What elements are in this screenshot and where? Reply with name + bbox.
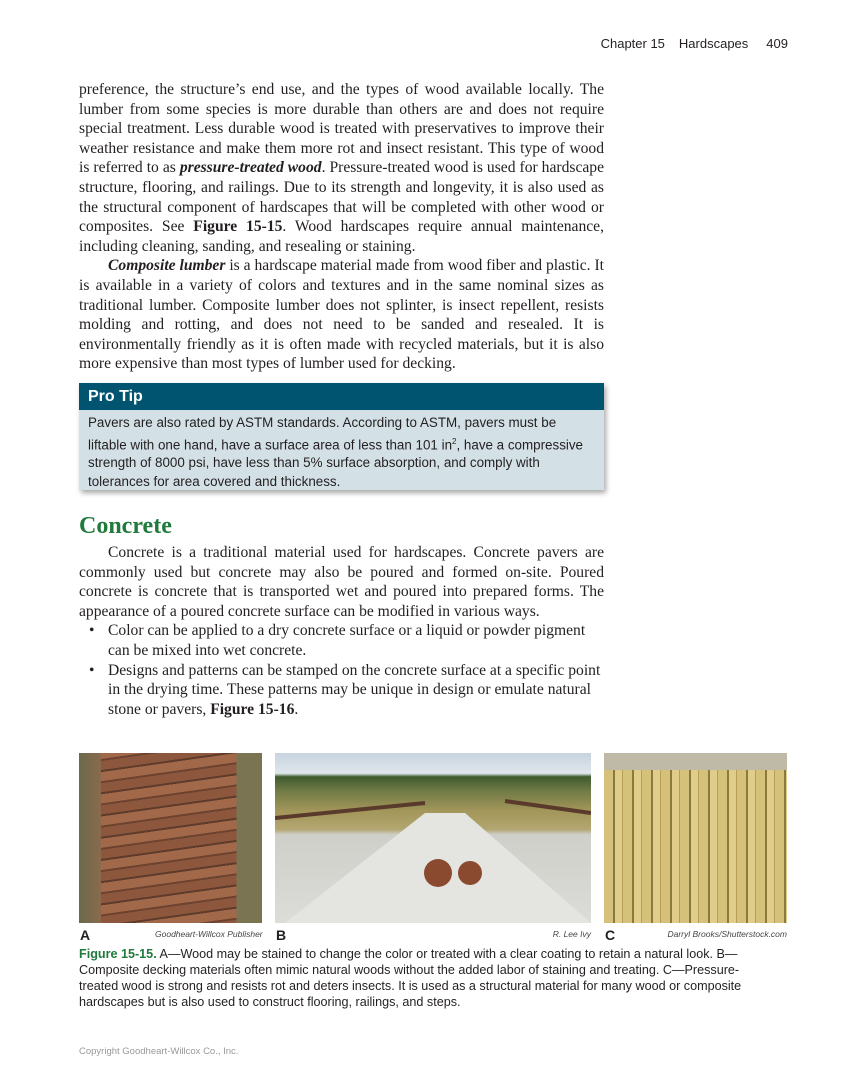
text: . xyxy=(294,700,299,718)
figure-label-c: C xyxy=(605,927,616,943)
figure-caption xyxy=(79,946,769,1010)
section-heading: Concrete xyxy=(79,513,172,539)
caption-label: Figure 15-15. xyxy=(79,947,157,961)
paragraph xyxy=(79,256,604,374)
term: pressure-treated wood xyxy=(179,159,322,177)
photo-wood-deck xyxy=(79,753,262,923)
text: is a hardscape material made from wood fiber and plastic. It is available in a variety of colors and textures and in the same nominal sizes as traditional lumber. Composite lumber does not splinter, is insect repellent, resists molding and rotting, and does not need to be sanded and resealed. It is environmentally friendly as it is often made with recycled materials, but it is also more expensive than most types of lumber used for decking. xyxy=(79,257,604,373)
chapter-title: Hardscapes xyxy=(678,36,749,51)
paragraph: Concrete is a traditional material used for hardscapes. Concrete pavers are commonly used but concrete may also be poured and formed on-site. Poured concrete is concrete that is transported wet and poured into prepared forms. The appearance of a poured concrete surface can be modified in various ways. xyxy=(79,544,604,620)
superscript: 2 xyxy=(452,436,457,446)
pro-tip-text xyxy=(79,410,604,495)
list-item xyxy=(79,661,604,720)
figure-ref: Figure 15-16 xyxy=(210,700,295,718)
running-header xyxy=(587,36,788,51)
text: . Wood hardscapes require annual maintenance, including cleaning, sanding, and resealing or staining. xyxy=(79,218,604,255)
photo-pressure-treated-wall xyxy=(604,753,787,923)
figure-label-a: A xyxy=(80,927,91,943)
text: Designs and patterns can be stamped on the concrete surface at a specific point in the drying time. These patterns may be unique in design or emulate natural stone or pavers, xyxy=(108,661,601,718)
bullet-list xyxy=(79,621,604,719)
photo-credit: Goodheart-Willcox Publisher xyxy=(155,929,263,939)
photo-credit: R. Lee Ivy xyxy=(552,929,591,939)
text: Pavers are also rated by ASTM standards. According to ASTM, pavers must be liftable with one hand, have a surface area of less than 101 in xyxy=(88,415,557,452)
railing-illustration xyxy=(275,753,591,923)
copyright-footer: Copyright Goodheart-Willcox Co., Inc. xyxy=(79,1046,239,1057)
page-number: 409 xyxy=(766,36,788,51)
term: Composite lumber xyxy=(108,257,226,275)
figure-ref: Figure 15-15 xyxy=(193,218,283,236)
paragraph xyxy=(79,80,604,256)
text: . Pressure-treated wood is used for hardscape structure, flooring, and railings. Due to its strength and longevity, it is also used as the structural component of hardscapes that will be completed with other wood or composites. See xyxy=(79,159,605,236)
body-text xyxy=(79,80,604,374)
list-item: • Color can be applied to a dry concrete surface or a liquid or powder pigment can be mixed into wet concrete. xyxy=(79,621,604,660)
photo-credit: Darryl Brooks/Shutterstock.com xyxy=(667,929,787,939)
photo-composite-deck xyxy=(275,753,591,923)
pro-tip-box xyxy=(79,383,604,490)
pro-tip-title: Pro Tip xyxy=(79,383,604,410)
chapter-label: Chapter 15 xyxy=(600,36,665,51)
caption-text: A—Wood may be stained to change the color or treated with a clear coating to retain a natural look. B—Composite decking materials often mimic natural woods without the added labor of staining and treating. C—Pressure-treated wood is strong and resists rot and deters insects. It is used as a structural material for many wood or composite hardscapes but is also used to construct flooring, railings, and steps. xyxy=(79,947,742,1009)
concrete-text xyxy=(79,543,604,719)
figure-label-b: B xyxy=(276,927,287,943)
text: preference, the structure’s end use, and the types of wood available locally. The lumber from some species is more durable than others are and does not require special treatment. Less durable wood is treated with preservatives to improve their weather resistance and make them more rot and insect resistant. This type of wood is referred to as xyxy=(79,81,604,177)
text: , have a compressive strength of 8000 psi, have less than 5% surface absorption, and comply with tolerances for area covered and thickness. xyxy=(88,436,584,489)
